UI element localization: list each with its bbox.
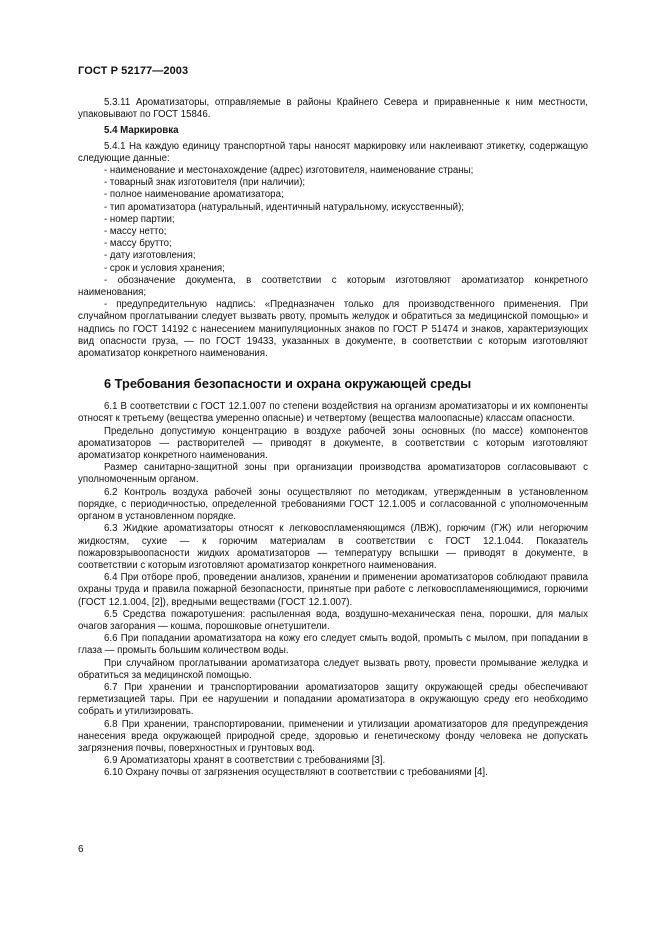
paragraph-6-3: 6.3 Жидкие ароматизаторы относят к легковоспламеняющимся (ЛВЖ), горючим (ГЖ) или негорючим жидкостям, сухие — к горючим материалам в соответствии с ГОСТ 12.1.044. Показатель пожаровзрывоопасности жидких ароматизаторов — температуру вспышки — приводят в документе, в соответствии с которым изготовляют ароматизатор конкретного наименования. — [78, 523, 588, 571]
paragraph-6-8: 6.8 При хранении, транспортировании, применении и утилизации ароматизаторов для предупреждения нанесения вреда окружающей природной среде, здоровью и генетическому фонду человека не допускать загрязнения почвы, поверхностных и грунтовых вод. — [78, 718, 588, 754]
paragraph-6-10: 6.10 Охрану почвы от загрязнения осуществляют в соответствии с требованиями [4]. — [104, 767, 488, 779]
section-6-heading: 6 Требования безопасности и охрана окружающей среды — [104, 376, 472, 392]
paragraph-5-3-11: 5.3.11 Ароматизаторы, отправляемые в районы Крайнего Севера и приравненные к ним местности, упаковывают по ГОСТ 15846. — [78, 97, 588, 121]
section-5-4-heading: 5.4 Маркировка — [104, 125, 179, 137]
list-item: - дату изготовления; — [104, 250, 196, 262]
paragraph-6-2: 6.2 Контроль воздуха рабочей зоны осуществляют по методикам, утвержденным в установленном порядке, с периодичностью, определенной требованиями ГОСТ 12.1.005 и согласованной с уполномоченным органом в установленном порядке. — [78, 486, 588, 523]
paragraph-6-1-concentration: Предельно допустимую концентрацию в воздухе рабочей зоны основных (по массе) компонентов ароматизаторов — растворителей — приводят в документе, в соответствии с которым изготовляют ароматизатор конкретного наименования. — [78, 425, 588, 462]
list-item: - обозначение документа, в соответствии с которым изготовляют ароматизатор конкретного наименования; — [78, 274, 588, 299]
marking-list — [78, 165, 588, 360]
list-item: - массу брутто; — [104, 238, 172, 250]
list-item: - срок и условия хранения; — [104, 262, 225, 274]
doc-header: ГОСТ Р 52177—2003 — [78, 65, 189, 77]
paragraph-6-1: 6.1 В соответствии с ГОСТ 12.1.007 по степени воздействия на организм ароматизаторы и их компоненты относят к третьему (вещества умеренно опасные) и четвертому (вещества малоопасные) классам опасности. — [78, 401, 588, 425]
paragraph-6-9: 6.9 Ароматизаторы хранят в соответствии с требованиями [3]. — [104, 755, 386, 767]
paragraph-6-5: 6.5 Средства пожаротушения: распыленная вода, воздушно-механическая пена, порошки, для малых очагов загорания — кошма, порошковые огнетушители. — [78, 608, 588, 632]
list-item: - полное наименование ароматизатора; — [104, 189, 284, 201]
list-item: - тип ароматизатора (натуральный, идентичный натуральному, искусственный); — [104, 201, 464, 213]
paragraph-6-7: 6.7 При хранении и транспортировании ароматизаторов защиту окружающей среды обеспечивают герметизацией тары. При ее нарушении и попадании ароматизатора в окружающую среду его необходимо собрать и утилизировать. — [78, 681, 588, 718]
list-item: - массу нетто; — [104, 226, 167, 238]
paragraph-6-6-ingestion: При случайном проглатывании ароматизатора следует вызвать рвоту, провести промывание желудка и обратиться за медицинской помощью. — [78, 657, 588, 681]
page-number: 6 — [78, 844, 84, 855]
paragraph-5-4-1: 5.4.1 На каждую единицу транспортной тары наносят маркировку или наклеивают этикетку, содержащую следующие данные: — [78, 140, 588, 164]
document-body — [78, 97, 588, 780]
list-item: - наименование и местонахождение (адрес) изготовителя, наименование страны; — [104, 165, 474, 177]
paragraph-6-4: 6.4 При отборе проб, проведении анализов, хранении и применении ароматизаторов соблюдают правила охраны труда и правила пожарной безопасности, принятые при работе с легковоспламеняющимися, горючими (ГОСТ 12.1.004, [2]), вредными веществами (ГОСТ 12.1.007). — [78, 572, 588, 608]
paragraph-6-1-sanitary-zone: Размер санитарно-защитной зоны при организации производства ароматизаторов согласовывают с уполномоченным органом. — [78, 462, 588, 486]
list-item: - предупредительную надпись: «Предназначен только для производственного применения. При случайном проглатывании следует вызвать рвоту, промыть желудок и обратиться за медицинской помощью» и надпись по ГОСТ 14192 с нанесением манипуляционных знаков по ГОСТ Р 51474 и знаков, характеризующих вид опасности груза, — по ГОСТ 19433, указанных в документе, в соответствии с которым изготовляют ароматизатор конкретного наименования. — [78, 299, 588, 360]
paragraph-6-6: 6.6 При попадании ароматизатора на кожу его следует смыть водой, промыть с мылом, при попадании в глаза — промыть большим количеством воды. — [78, 633, 588, 657]
list-item: - номер партии; — [104, 213, 175, 225]
list-item: - товарный знак изготовителя (при наличии); — [104, 177, 306, 189]
